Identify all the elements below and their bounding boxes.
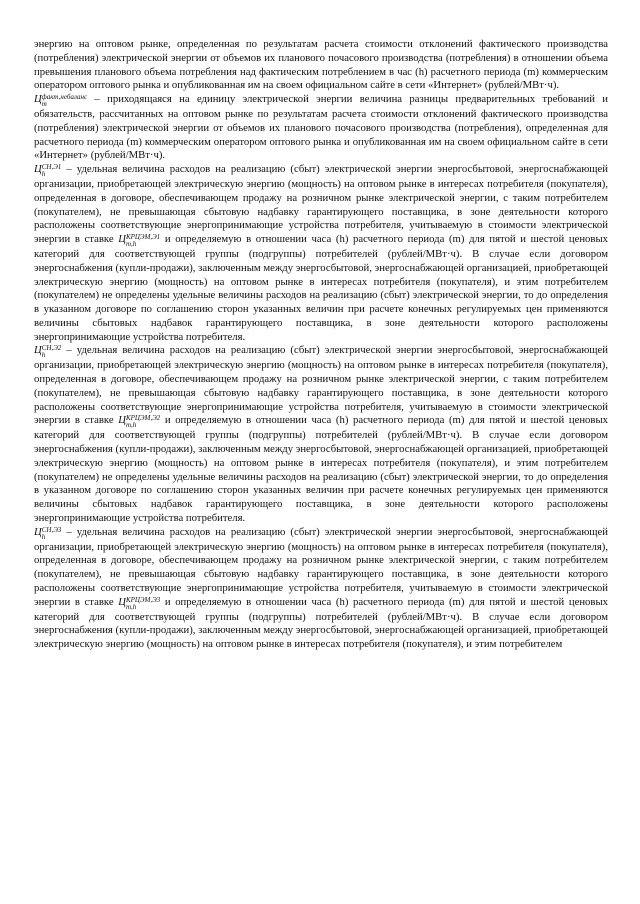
- inline-symbol-krcem-e3: Ц КРЦЭМ,Э3 m,h: [118, 595, 161, 611]
- definition-text-part-a: – удельная величина расходов на реализацию (сбыт) электрической энергии энергосбытовой, энергоснабжающей организации, приобретающей электрическую энергию (мощность) на оптовом рынке в интересах потребителя (покупателя), определенная в договоре, обеспечивающем продажу на розничном рынке электрической энергии, с таким потребителем (покупателем), не превышающая сбытовую надбавку гарантирующего поставщика, в зоне деятельности которого расположены соответствующие энергопринимающие устройства потребителя, учитываемую в стоимости электрической энергии в ставке: [34, 163, 608, 245]
- definition-text-part-b: и определяемую в отношении часа (h) расчетного периода (m) для пятой и шестой ценовых категорий для соответствующей группы (подгруппы) потребителей (рублей/МВт·ч). В случае если договором энергоснабжения (купли-продажи), заключенным между энергосбытовой, энергоснабжающей организацией, приобретающей электрическую энергию (мощность) на оптовом рынке в интересах потребителя (покупателя), и этим потребителем (покупателем) не определены удельные величины расходов на реализацию (сбыт) электрической энергии, то до определения в указанном договоре по соглашению сторон указанных величин при расчете конечных регулируемых цен применяются величины сбытовых надбавок гарантирующего поставщика, в зоне деятельности которого расположены энергопринимающие устройства потребителя.: [34, 233, 608, 343]
- definition-text-part-b: и определяемую в отношении часа (h) расчетного периода (m) для пятой и шестой ценовых категорий для соответствующей группы (подгруппы) потребителей (рублей/МВт·ч). В случае если договором энергоснабжения (купли-продажи), заключенным между энергосбытовой, энергоснабжающей организацией, приобретающей электрическую энергию (мощность) на оптовом рынке в интересах потребителя (покупателя), и этим потребителем (покупателем) не определены удельные величины расходов на реализацию (сбыт) электрической энергии, то до определения в указанном договоре по соглашению сторон указанных величин при расчете конечных регулируемых цен применяются величины сбытовых надбавок гарантирующего поставщика, в зоне деятельности которого расположены энергопринимающие устройства потребителя.: [34, 414, 608, 524]
- definition-sn-e3: [34, 526, 608, 652]
- definition-text-part-a: – удельная величина расходов на реализацию (сбыт) электрической энергии энергосбытовой, энергоснабжающей организации, приобретающей электрическую энергию (мощность) на оптовом рынке в интересах потребителя (покупателя), определенная в договоре, обеспечивающем продажу на розничном рынке электрической энергии, с таким потребителем (покупателем), не превышающая сбытовую надбавку гарантирующего поставщика, в зоне деятельности которого расположены соответствующие энергопринимающие устройства потребителя, учитываемую в стоимости электрической энергии в ставке: [34, 525, 608, 608]
- definition-text-part-b: и определяемую в отношении часа (h) расчетного периода (m) для пятой и шестой ценовых категорий для соответствующей группы (подгруппы) потребителей (рублей/МВт·ч). В случае если договором энергоснабжения (купли-продажи), заключенным между энергосбытовой, энергоснабжающей организацией, приобретающей электрическую энергию (мощность) на оптовом рынке в интересах потребителя (покупателя), и этим потребителем: [34, 595, 608, 650]
- definition-text-part-a: – удельная величина расходов на реализацию (сбыт) электрической энергии энергосбытовой, энергоснабжающей организации, приобретающей электрическую энергию (мощность) на оптовом рынке в интересах потребителя (покупателя), определенная в договоре, обеспечивающем продажу на розничном рынке электрической энергии, с таким потребителем (покупателем), не превышающая сбытовую надбавку гарантирующего поставщика, в зоне деятельности которого расположены соответствующие энергопринимающие устройства потребителя, учитываемую в стоимости электрической энергии в ставке: [34, 344, 608, 427]
- symbol-sn-e1: Ц СН,Э1 h: [34, 163, 62, 178]
- symbol-sn-e2: Ц СН,Э2 h: [34, 344, 62, 360]
- inline-symbol-krcem-e2: Ц КРЦЭМ,Э2 m,h: [118, 414, 161, 430]
- symbol-sn-e3: Ц СН,Э3 h: [34, 525, 62, 541]
- document-page: [34, 38, 608, 652]
- definition-sn-e1: [34, 163, 608, 344]
- definition-sn-e2: [34, 344, 608, 525]
- symbol-fact-imbalance: Ц факт,небаланс m: [34, 93, 88, 108]
- definition-text: – приходящаяся на единицу электрической энергии величина разницы предварительных требований и обязательств, рассчитанных на оптовом рынке по результатам расчета стоимости отклонений фактического производства (потребления) электрической энергии от объемов их планового почасового производства (потребления), определенная для расчетного периода (m) коммерческим оператором оптового рынка и опубликованная им на своем официальном сайте в сети «Интернет» (рублей/МВт·ч).: [34, 93, 608, 162]
- definition-fact-imbalance: [34, 93, 608, 163]
- inline-symbol-krcem-e1: Ц КРЦЭМ,Э1 m,h: [118, 233, 161, 248]
- paragraph-continuation: энергию на оптовом рынке, определенная по результатам расчета стоимости отклонений фактического производства (потребления) электрической энергии от объемов их планового почасового производства (потребления) в отношении объема превышения планового объема потребления над фактическим потреблением в час (h) расчетного периода (m) коммерческим оператором оптового рынка и опубликованная им на своем официальном сайте в сети «Интернет» (рублей/МВт·ч).: [34, 38, 608, 92]
